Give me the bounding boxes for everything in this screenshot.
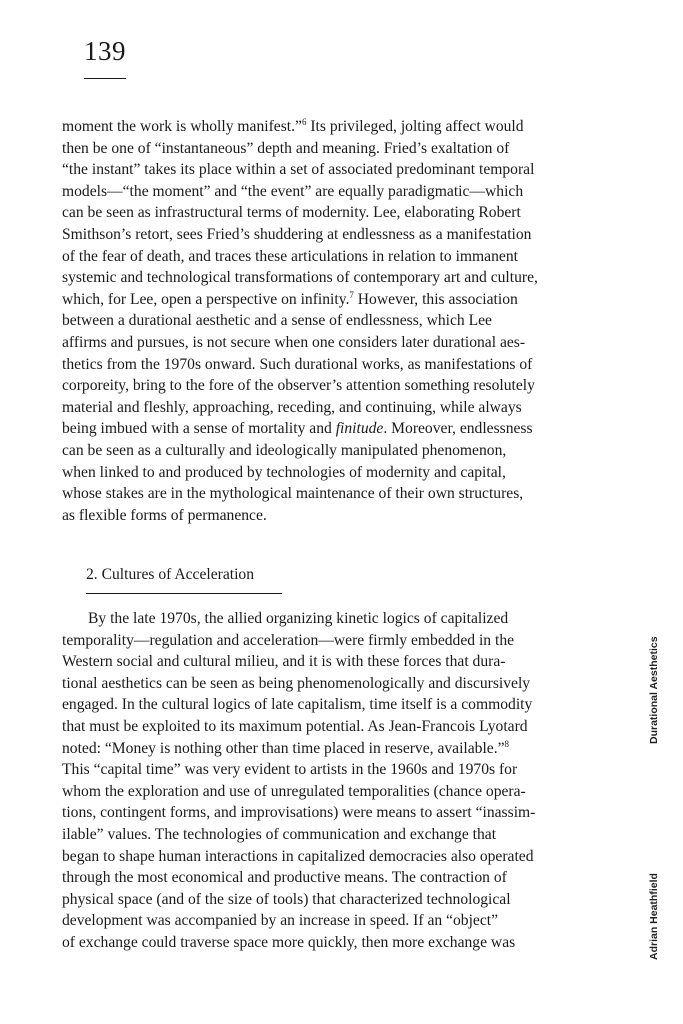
- text-line: Western social and cultural milieu, and it is with these forces that dura-: [62, 653, 506, 671]
- text-line: whose stakes are in the mythological maintenance of their own structures,: [62, 485, 524, 503]
- text-line: development was accompanied by an increase in speed. If an “object”: [62, 912, 499, 930]
- text-line: systemic and technological transformations of contemporary art and culture,: [62, 269, 538, 287]
- text-line: temporality—regulation and acceleration—were firmly embedded in the: [62, 631, 515, 649]
- text-line: engaged. In the cultural logics of late capitalism, time itself is a commodity: [62, 696, 533, 714]
- text-line: of the fear of death, and traces these articulations in relation to immanent: [62, 247, 518, 265]
- text-line: of exchange could traverse space more quickly, then more exchange was: [62, 933, 516, 951]
- page-number: 139: [84, 36, 126, 66]
- section-body-text: [62, 608, 632, 954]
- text-line: began to shape human interactions in capitalized democracies also operated: [62, 847, 534, 865]
- text-line: noted: “Money is nothing other than time placed in reserve, available.”$^8$: [62, 738, 510, 757]
- text-line: between a durational aesthetic and a sense of endlessness, which Lee: [62, 312, 492, 330]
- text-line: can be seen as a culturally and ideologically manipulated phenomenon,: [62, 441, 507, 459]
- text-line: when linked to and produced by technologies of modernity and capital,: [62, 463, 506, 481]
- text-line: being imbued with a sense of mortality and finitude. Moreover, endlessness: [62, 420, 533, 438]
- text-line: can be seen as infrastructural terms of modernity. Lee, elaborating Robert: [62, 204, 521, 222]
- text-line: Smithson’s retort, sees Fried’s shuddering at endlessness as a manifestation: [62, 225, 532, 243]
- text-line: through the most economical and productive means. The contraction of: [62, 869, 507, 887]
- text-line: corporeity, bring to the fore of the observer’s attention something resolutely: [62, 377, 535, 395]
- text-line: that must be exploited to its maximum potential. As Jean-Francois Lyotard: [62, 717, 528, 735]
- text-line: whom the exploration and use of unregulated temporalities (chance opera-: [62, 782, 526, 800]
- text-line: models—“the moment” and “the event” are equally paradigmatic—which: [62, 182, 524, 200]
- text-line: affirms and pursues, is not secure when one considers later durational aes-: [62, 333, 526, 351]
- text-line: ilable” values. The technologies of communication and exchange that: [62, 825, 497, 843]
- section-heading: 2. Cultures of Acceleration: [86, 566, 255, 583]
- footnote-marker: 7: [349, 289, 354, 300]
- footnote-marker: 8: [504, 738, 510, 749]
- text-line: moment the work is wholly manifest.”$^6$ Its privileged, jolting affect would: [62, 117, 524, 135]
- footnote-marker: 6: [301, 117, 307, 127]
- text-line: tional aesthetics can be seen as being phenomenologically and discursively: [62, 674, 531, 692]
- text-line: material and fleshly, approaching, receding, and continuing, while always: [62, 398, 522, 416]
- text-line: physical space (and of the size of tools) that characterized technological: [62, 890, 511, 908]
- text-line: “the instant” takes its place within a set of associated predominant temporal: [62, 161, 535, 179]
- text-line: tions, contingent forms, and improvisations) were means to assert “inassim-: [62, 804, 536, 822]
- italic-term: finitude: [335, 420, 384, 438]
- text-line: This “capital time” was very evident to artists in the 1960s and 1970s for: [62, 761, 518, 779]
- text-line: By the late 1970s, the allied organizing kinetic logics of capitalized: [88, 610, 509, 627]
- running-head-title: Durational Aesthetics: [648, 636, 660, 744]
- body-text: [62, 116, 632, 526]
- text-line: thetics from the 1970s onward. Such durational works, as manifestations of: [62, 355, 533, 373]
- running-head-author: Adrian Heathfield: [648, 873, 660, 960]
- text-line: which, for Lee, open a perspective on infinity.$^7$ However, this association: [62, 289, 518, 308]
- text-line: then be one of “instantaneous” depth and meaning. Fried’s exaltation of: [62, 139, 510, 157]
- section-heading-rule: [86, 593, 282, 594]
- page-number-rule: [84, 78, 126, 79]
- text-line: as flexible forms of permanence.: [62, 506, 267, 524]
